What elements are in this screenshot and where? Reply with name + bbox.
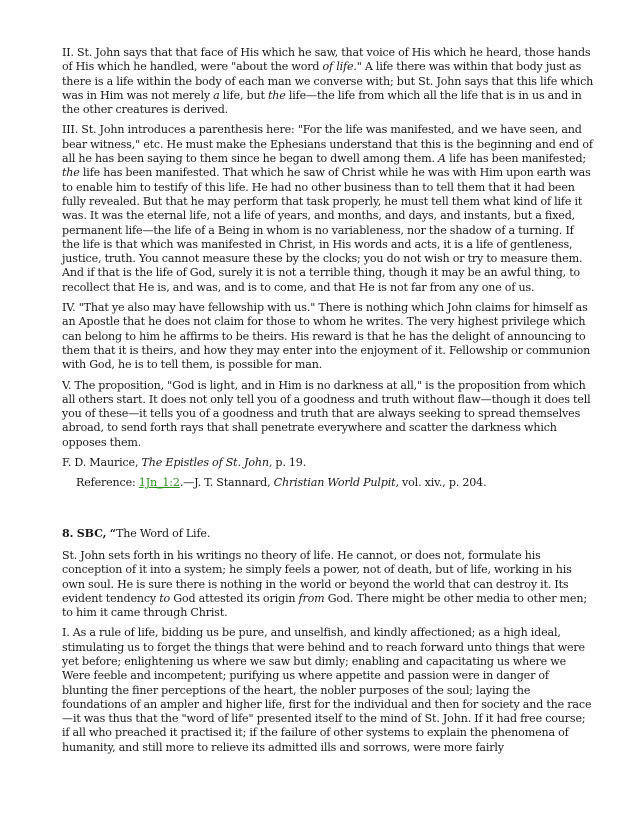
citation-title: The Epistles of St. John, — [141, 456, 273, 470]
paragraph-sbc-intro — [62, 549, 594, 620]
reference-source: Christian World Pulpit, — [273, 476, 399, 490]
text-span: God attested its origin — [170, 591, 299, 605]
italic-text: A — [438, 152, 446, 166]
citation-page: p. 19. — [272, 456, 307, 470]
text-span: St. John sets forth in his writings no theory of life. He cannot, or does not, formulate his conception of it into a system; he simply feels a power, not of death, but of life, working in his own soul. He is sure there is nothing in the world or beyond the world that can destroy it. Its evident tendency — [62, 548, 572, 605]
text-span: A life there was within that body just as there is a life within the body of each man we converse with; but St. John says that this life which was in Him was not merely — [62, 60, 594, 102]
reference-author: .—J. T. Stannard, — [179, 476, 274, 490]
scripture-reference-link[interactable]: 1Jn_1:2 — [138, 476, 180, 490]
text-span: II. St. John says that that face of His which he saw, that voice of His which he heard, those hands of His which he handled, were "about the word — [62, 46, 591, 74]
italic-text: to — [159, 591, 171, 605]
reference-volume: vol. xiv., p. 204. — [398, 476, 487, 490]
text-span: III. St. John introduces a parenthesis here: "For the life was manifested, and we have seen, and bear witness," etc. He must make the Ephesians understand that this is the beginning and end of all he has been saying to them since he began to dwell among them. — [62, 123, 593, 166]
text-span: God. There might be other media to other men; to him it came through Christ. — [62, 591, 587, 620]
italic-text: a — [213, 88, 220, 102]
section-heading — [62, 527, 594, 541]
reference-label: Reference: — [76, 476, 139, 490]
section-heading-bold: 8. SBC, “ — [62, 526, 117, 540]
paragraph-sbc-i: I. As a rule of life, bidding us be pure, and unselfish, and kindly affectioned; as a high ideal, stimulating us to forget the things that were behind and to reach forward unto things that were yet before; enlightening us where we saw but dimly; enabling and capacitating us where we Were feeble and incompetent; purifying us where appetite and passion were in danger of blunting the finer perceptions of the heart, the nobler purposes of the soul; laying the foundations of an ampler and higher life, first for the individual and then for society and the race—it was thus that the "word of life" presented itself to the mind of St. John. If it had free course; if all who preached it practised it; if the failure of other systems to explain the phenomena of humanity, and still more to relieve its admitted ills and sorrows, were more fairly — [62, 626, 592, 754]
paragraph-v: V. The proposition, "God is light, and in Him is no darkness at all," is the proposition from which all others start. It does not only tell you of a goodness and truth without flaw—though it does tell you of these—it tells you of a goodness and truth that are always seeking to spread themselves abroad, to send forth rays that shall penetrate everywhere and scatter the darkness which opposes them. — [62, 378, 591, 449]
text-span: life has been manifested. That which he saw of Christ while he was with Him upon earth was to enable him to testify of this life. He had no other business than to tell them that it had been fully revealed. But that he may perform that task properly, he must tell them what kind of life it was. It was the eternal life, not a life of years, and months, and days, and instants, but a fixed, permanent life—the life of a Being in whom is no variableness, nor the shadow of a turning. If the life is that which was manifested in Christ, in His words and acts, it is a life of gentleness, justice, truth. You cannot measure these by the clocks; you do not wish or try to measure them. And if that is the life of God, surely it is not a terrible thing, though it may be an awful thing, to recollect that He is, and was, and is to come, and that He is not far from any one of us. — [62, 166, 591, 294]
paragraph-iii — [62, 123, 594, 295]
text-span: life has been manifested; — [445, 152, 586, 166]
paragraph-ii — [62, 46, 594, 117]
citation — [62, 456, 594, 470]
italic-text: of life." — [322, 60, 362, 74]
italic-text: the — [267, 88, 286, 102]
citation-author: F. D. Maurice, — [62, 456, 142, 470]
text-span: life—the life from which all the life that is in us and in the other creatures is derived. — [62, 88, 582, 117]
section-heading-title: The Word of Life. — [116, 526, 211, 540]
italic-text: from — [298, 591, 325, 605]
text-span: life, but — [219, 88, 268, 102]
reference-line — [62, 476, 594, 490]
paragraph-iv: IV. "That ye also may have fellowship with us." There is nothing which John claims for himself as an Apostle that he does not claim for those to whom he writes. The very highest privilege which can belong to him he affirms to be theirs. His reward is that he has the delight of announcing to them that it is theirs, and how they may enter into the enjoyment of it. Fellowship or communion with God, he is to tell them, is possible for man. — [62, 301, 591, 372]
italic-text: the — [62, 166, 80, 180]
